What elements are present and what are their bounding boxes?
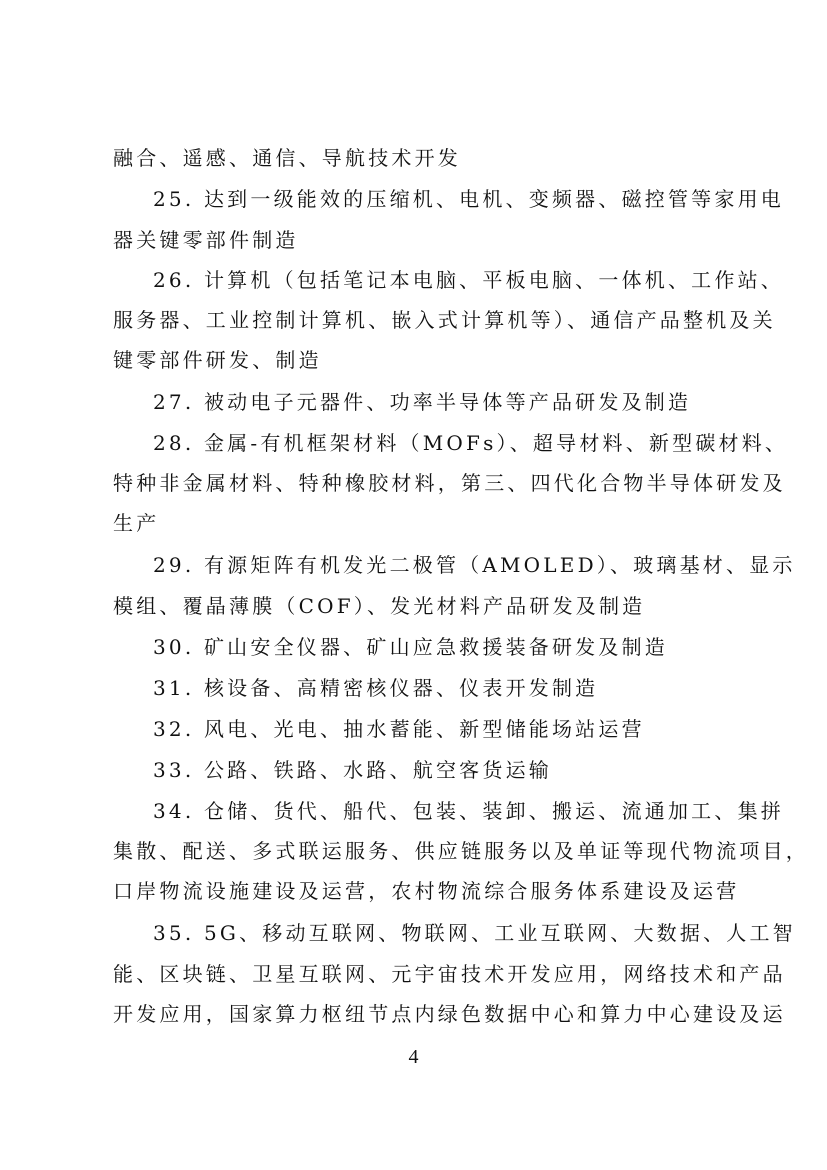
text-line: 能、区块链、卫星互联网、元宇宙技术开发应用，网络技术和产品 xyxy=(113,962,786,986)
text-line: 特种非金属材料、特种橡胶材料，第三、四代化合物半导体研发及 xyxy=(113,471,786,495)
item-26-line: 26. 计算机（包括笔记本电脑、平板电脑、一体机、工作站、 xyxy=(153,268,784,292)
item-25-line: 25. 达到一级能效的压缩机、电机、变频器、磁控管等家用电 xyxy=(153,187,784,211)
text-line: 键零部件研发、制造 xyxy=(113,348,322,372)
item-28-line: 28. 金属-有机框架材料（MOFs）、超导材料、新型碳材料、 xyxy=(153,431,789,455)
text-line: 模组、覆晶薄膜（COF）、发光材料产品研发及制造 xyxy=(113,594,646,618)
item-30-line: 30. 矿山安全仪器、矿山应急救援装备研发及制造 xyxy=(153,635,668,659)
text-line: 器关键零部件制造 xyxy=(113,228,299,252)
text-line: 集散、配送、多式联运服务、供应链服务以及单证等现代物流项目， xyxy=(113,839,809,863)
item-27-line: 27. 被动电子元器件、功率半导体等产品研发及制造 xyxy=(153,390,692,414)
text-line: 融合、遥感、通信、导航技术开发 xyxy=(113,146,461,170)
text-line: 口岸物流设施建设及运营，农村物流综合服务体系建设及运营 xyxy=(113,879,740,903)
item-29-line: 29. 有源矩阵有机发光二极管（AMOLED）、玻璃基材、显示 xyxy=(153,553,796,577)
text-line: 服务器、工业控制计算机、嵌入式计算机等）、通信产品整机及关 xyxy=(113,308,776,332)
page-number: 4 xyxy=(408,1046,419,1068)
item-32-line: 32. 风电、光电、抽水蓄能、新型储能场站运营 xyxy=(153,717,645,741)
item-35-line: 35. 5G、移动互联网、物联网、工业互联网、大数据、人工智 xyxy=(153,921,796,945)
text-line: 生产 xyxy=(113,511,160,535)
item-33-line: 33. 公路、铁路、水路、航空客货运输 xyxy=(153,758,552,782)
item-34-line: 34. 仓储、货代、船代、包装、装卸、搬运、流通加工、集拼 xyxy=(153,799,784,823)
text-line: 开发应用，国家算力枢纽节点内绿色数据中心和算力中心建设及运 xyxy=(113,1002,786,1026)
item-31-line: 31. 核设备、高精密核仪器、仪表开发制造 xyxy=(153,676,599,700)
